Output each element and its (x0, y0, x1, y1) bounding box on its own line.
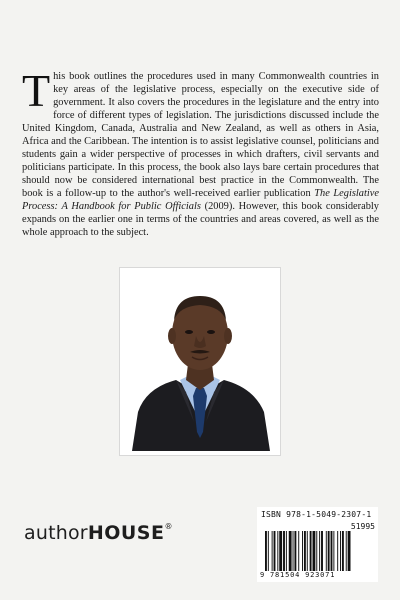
barcode-bar (313, 531, 316, 571)
barcode-bar (331, 531, 333, 571)
barcode-bar (293, 531, 294, 571)
barcode-bar (328, 531, 330, 571)
author-photo-frame (120, 268, 280, 455)
author-portrait-illustration (124, 272, 276, 451)
barcode-bar (346, 531, 347, 571)
barcode-bar (286, 531, 287, 571)
barcode-bar (319, 531, 320, 571)
barcode-bar (298, 531, 299, 571)
author-photo (124, 272, 276, 451)
barcode-bar (337, 531, 338, 571)
book-blurb (22, 65, 380, 239)
barcode-bar (340, 531, 341, 571)
logo-upper-text: HOUSE (87, 522, 165, 544)
blurb-text-part1: his book outlines the procedures used in many Commonwealth countries in key areas of the legislative process, especially on the executive side of government. It also covers the procedures in the legislature and the entry into force of different types of legislation. The jurisdictions discussed include the United Kingdom, Canada, Australia and New Zealand, as well as others in Asia, Africa and the Caribbean. The intention is to assist legislative counsel, politicians and students gain a wider perspective of processes in which drafters, civil servants and politicians participate. In this process, the book also lays bare certain procedures that should now be considered international best practice in the Commonwealth. The book is a follow-up to the author's well-received earlier publication (22, 71, 379, 199)
barcode-bar (316, 531, 317, 571)
barcode-bar (265, 531, 267, 571)
barcode-bar (289, 531, 292, 571)
barcode-bar (310, 531, 312, 571)
publisher-logo (24, 522, 173, 544)
barcode-bar (307, 531, 308, 571)
barcode-bar (277, 531, 278, 571)
barcode-bar (333, 531, 334, 571)
barcode-bar (342, 531, 344, 571)
barcode-bar (321, 531, 323, 571)
barcode-bar (279, 531, 282, 571)
barcode-bar (268, 531, 269, 571)
drop-cap: T (22, 65, 51, 116)
barcode-bar (326, 531, 327, 571)
logo-lower-text: author (24, 522, 88, 544)
barcode-bar (283, 531, 285, 571)
barcode-bar (302, 531, 303, 571)
registered-mark: ® (164, 522, 173, 531)
blurb-text-part2: (2009). However, this book considerably expands on the earlier one in terms of the countries and areas covered, as well as the whole approach to the subject. (22, 201, 379, 238)
ean-digits: 9 781504 923071 (260, 571, 336, 579)
isbn-barcode (257, 507, 378, 582)
barcode-bars (265, 531, 375, 571)
barcode-bar (294, 531, 296, 571)
isbn-label: ISBN 978-1-5049-2307-1 (261, 510, 372, 519)
price-code: 51995 (350, 522, 375, 531)
barcode-bar (272, 531, 273, 571)
barcode-bar (304, 531, 306, 571)
barcode-bar (274, 531, 276, 571)
earlier-book-title: The Legislative Process: A Handbook for Public Officials (22, 188, 380, 212)
barcode-bar (348, 531, 351, 571)
